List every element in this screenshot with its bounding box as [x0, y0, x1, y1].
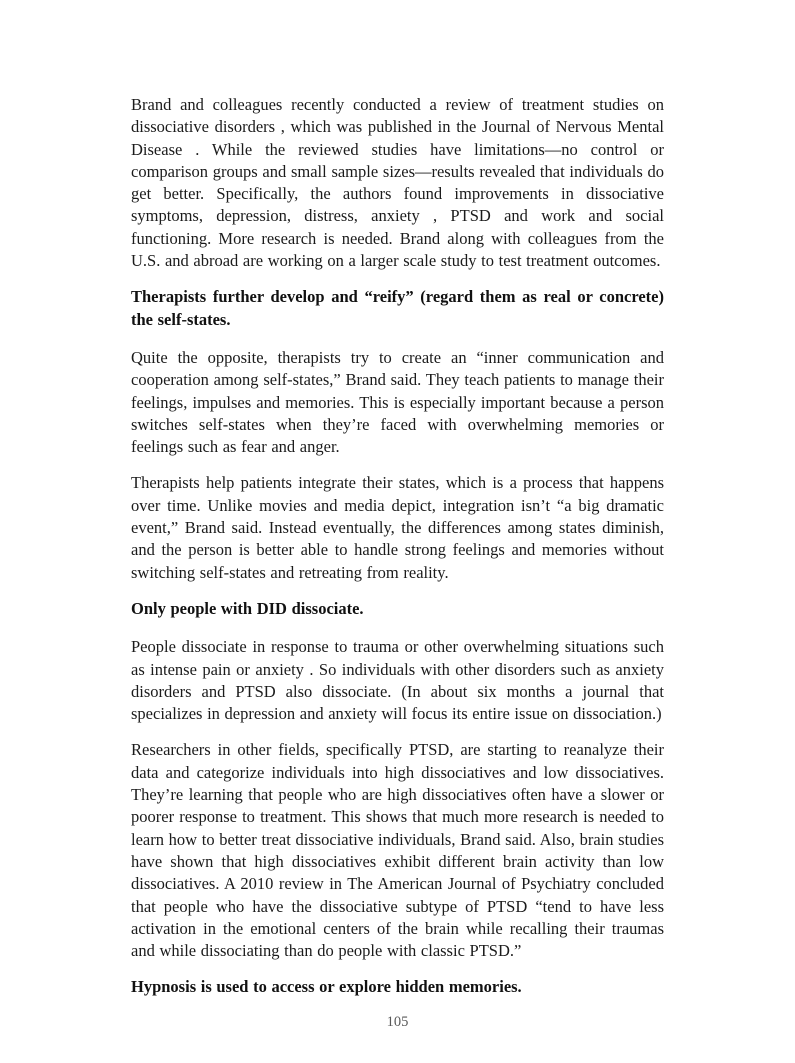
body-paragraph: Therapists help patients integrate their states, which is a process that happens over time. Unlike movies and media depict, integration isn’t “a big dramatic event,” Brand said. Instead eventually, the differences among states diminish, and the person is better able to handle strong feelings and memories without switching self-states and retreating from reality.: [131, 473, 664, 582]
page-content: [131, 94, 664, 1015]
body-paragraph: People dissociate in response to trauma or other overwhelming situations such as intense pain or anxiety . So individuals with other disorders such as anxiety disorders and PTSD also dissociate. (In about six months a journal that specializes in depression and anxiety will focus its entire issue on dissociation.): [131, 637, 664, 724]
body-paragraph: Quite the opposite, therapists try to create an “inner communication and cooperation among self-states,” Brand said. They teach patients to manage their feelings, impulses and memories. This is especially important because a person switches self-states when they’re faced with overwhelming memories or feelings such as fear and anger.: [131, 347, 664, 457]
page-number: 105: [386, 1014, 409, 1030]
body-paragraph: Researchers in other fields, specifically PTSD, are starting to reanalyze their data and categorize individuals into high dissociatives and low dissociatives. They’re learning that people who are high dissociatives often have a slower or poorer response to treatment. This shows that much more research is needed to learn how to better treat dissociative individuals, Brand said. Also, brain studies have shown that high dissociatives exhibit different brain activity than low dissociatives. A 2010 review in The American Journal of Psychiatry concluded that people who have the dissociative subtype of PTSD “tend to have less activation in the emotional centers of the brain while recalling their traumas and while dissociating than do people with classic PTSD.”: [131, 740, 664, 961]
section-heading: Therapists further develop and “reify” (regard them as real or concrete) the self-states.: [131, 287, 664, 329]
body-paragraph: Brand and colleagues recently conducted a review of treatment studies on dissociative disorders , which was published in the Journal of Nervous Mental Disease . While the reviewed studies have limitations—no control or comparison groups and small sample sizes—results revealed that individuals do get better. Specifically, the authors found improvements in dissociative symptoms, depression, distress, anxiety , PTSD and work and social functioning. More research is needed. Brand along with colleagues from the U.S. and abroad are working on a larger scale study to test treatment outcomes.: [131, 95, 664, 271]
section-heading: Only people with DID dissociate.: [131, 598, 364, 618]
section-heading: Hypnosis is used to access or explore hidden memories.: [131, 977, 522, 997]
